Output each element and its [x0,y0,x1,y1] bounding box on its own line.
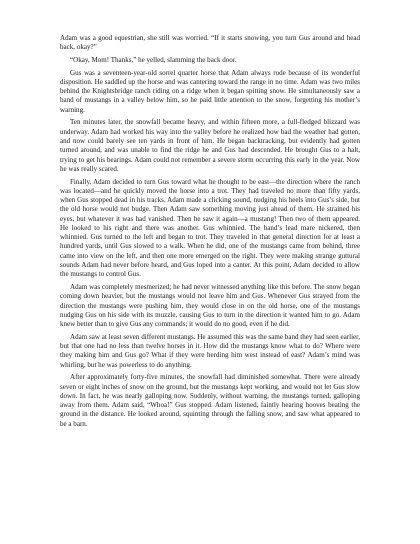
document-page [60,34,360,432]
paragraph: Adam was a good equestrian, she still was worried. “If it starts snowing, you turn Gus around and head back, okay?” [60,34,360,52]
paragraph: Finally, Adam decided to turn Gus toward what he thought to be east—the direction where the ranch was located—and he quickly moved the horse into a trot. They had traveled no more than fifty yards, when Gus stopped dead in his tracks. Adam made a clicking sound, nudging his heels into Gus’s side, but the old horse would not budge. Then Adam saw something moving just ahead of them. He strained his eyes, but whatever it was had vanished. Then he saw it again—a mustang! Then two of them appeared. He looked to his right and there was another. Gus whinnied. The band’s lead mare nickered, then whinnied. Gus turned to the left and began to trot. They traveled in that general direction for at least a hundred yards, until Gus slowed to a walk. When he did, one of the mustangs came from behind, three came into view on the left, and then one more emerged on the right. They were making strange guttural sounds Adam had never before heard, and Gus loped into a canter. At this point, Adam decided to allow the mustangs to control Gus. [60,177,360,279]
paragraph: Ten minutes later, the snowfall became heavy, and within fifteen more, a full-fledged blizzard was underway. Adam had worked his way into the valley before he realized how bad the weather had gotten, and now could barely see ten yards in front of him. He began backtracking, but evidently had gotten turned around, and was unable to find the ridge he and Gus had descended. He brought Gus to a halt, trying to get his bearings. Adam could not remember a severe storm occurring this early in the year. Now he was really scared. [60,118,360,173]
paragraph: Adam was completely mesmerized; he had never witnessed anything like this before. The snow began coming down heavier, but the mustangs would not leave him and Gus. Whenever Gus strayed from the direction the mustangs were pushing him, they would close in on the old horse, one of the mustangs nudging Gus on his side with its muzzle, causing Gus to turn in the direction it wanted him to go. Adam knew better than to give Gus any commands; it would do no good, even if he did. [60,282,360,329]
paragraph: “Okay, Mom! Thanks,” he yelled, slamming the back door. [70,55,237,64]
paragraph: Gus was a seventeen-year-old sorrel quarter horse that Adam always rode because of its wonderful disposition. He saddled up the horse and was cantering toward the range in no time. Adam was two miles behind the Knightsbridge ranch riding on a ridge when it began spitting snow. He simultaneously saw a band of mustangs in a valley below him, so he paid little attention to the snow, forgetting his mother’s warning. [60,68,360,114]
paragraph: Adam saw at least seven different mustangs. He assumed this was the same band they had seen earlier, but that one had no less than twelve horses in it. How did the mustangs know what to do? Where were they making him and Gus go? What if they were herding him west instead of east? Adam’s mind was whirling, but he was powerless to do anything. [60,332,360,369]
paragraph: After approximately forty-five minutes, the snowfall had diminished somewhat. There were already seven or eight inches of snow on the ground, but the mustangs kept working, and would not let Gus slow down. In fact, he was nearly galloping now. Suddenly, without warning, the mustangs turned, galloping away from them. Adam said, “Whoa!” Gus stopped. Adam listened, faintly hearing hooves beating the ground in the distance. He looked around, squinting through the falling snow, and saw what appeared to be a barn. [60,373,360,428]
